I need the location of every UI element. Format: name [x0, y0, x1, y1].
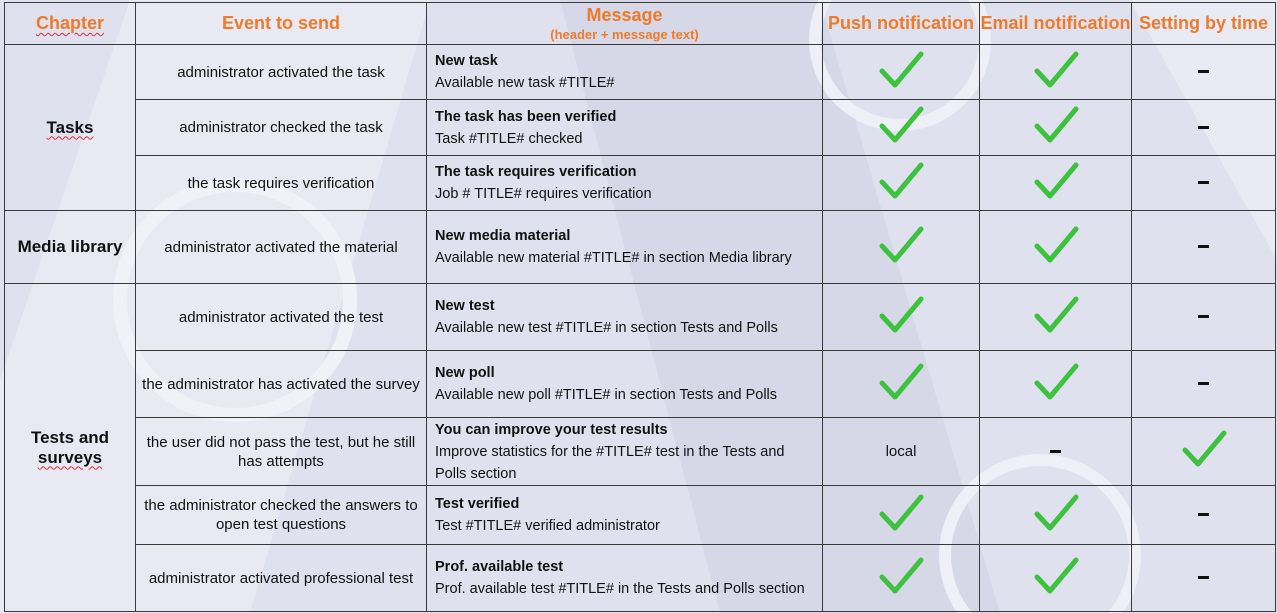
message-cell	[427, 211, 823, 284]
table-row	[5, 156, 1276, 211]
dash-icon	[1198, 315, 1209, 318]
event-cell: administrator checked the task	[136, 100, 427, 156]
message-header: Prof. available test	[435, 559, 564, 575]
event-cell: the user did not pass the test, but he still has attempts	[136, 418, 427, 486]
time-cell	[1132, 418, 1276, 486]
message-header: The task has been verified	[435, 108, 617, 125]
time-cell	[1132, 100, 1276, 156]
email-cell	[980, 486, 1132, 545]
check-icon	[1181, 429, 1227, 469]
email-cell	[980, 284, 1132, 351]
event-cell: administrator activated the material	[136, 211, 427, 284]
email-cell	[980, 156, 1132, 211]
table-row	[5, 45, 1276, 100]
message-cell	[427, 351, 823, 418]
dash-icon	[1198, 126, 1209, 129]
table-row	[5, 284, 1276, 351]
event-cell: administrator activated the test	[136, 284, 427, 351]
email-cell	[980, 351, 1132, 418]
check-icon	[878, 161, 924, 201]
notification-table	[4, 2, 1276, 612]
push-cell	[823, 45, 980, 100]
check-icon	[1033, 493, 1079, 533]
email-cell	[980, 100, 1132, 156]
push-cell	[823, 486, 980, 545]
check-icon	[1033, 295, 1079, 335]
chapter-tests: Tests and surveys	[5, 284, 136, 612]
email-cell	[980, 545, 1132, 612]
table-row	[5, 418, 1276, 486]
check-icon	[878, 362, 924, 402]
check-icon	[878, 225, 924, 265]
push-cell	[823, 284, 980, 351]
message-cell	[427, 156, 823, 211]
push-cell	[823, 100, 980, 156]
message-header: Test verified	[435, 496, 520, 512]
time-cell	[1132, 545, 1276, 612]
table-row	[5, 351, 1276, 418]
push-cell	[823, 545, 980, 612]
check-icon	[1033, 50, 1079, 90]
message-header: New media material	[435, 228, 571, 244]
message-header: New poll	[435, 365, 495, 381]
time-cell	[1132, 211, 1276, 284]
email-cell	[980, 211, 1132, 284]
message-text: Test #TITLE# verified administrator	[435, 518, 660, 534]
check-icon	[1033, 161, 1079, 201]
local-label: local	[885, 442, 917, 460]
push-cell	[823, 418, 980, 486]
dash-icon	[1198, 576, 1209, 579]
dash-icon	[1198, 181, 1209, 184]
message-cell	[427, 418, 823, 486]
check-icon	[878, 493, 924, 533]
message-header: The task requires verification	[435, 164, 637, 180]
chapter-media: Media library	[5, 211, 136, 284]
header-chapter: Chapter	[5, 3, 136, 45]
time-cell	[1132, 156, 1276, 211]
event-cell: administrator activated the task	[136, 45, 427, 100]
time-cell	[1132, 284, 1276, 351]
event-cell: administrator activated professional test	[136, 545, 427, 612]
message-header: New test	[435, 298, 495, 314]
dash-icon	[1050, 450, 1061, 453]
header-email: Email notification	[980, 3, 1132, 45]
message-cell	[427, 284, 823, 351]
table-row	[5, 100, 1276, 156]
message-text: Available new poll #TITLE# in section Tests and Polls	[435, 387, 778, 403]
check-icon	[1033, 556, 1079, 596]
email-cell	[980, 418, 1132, 486]
header-message: Message (header + message text)	[427, 3, 823, 45]
message-cell	[427, 545, 823, 612]
check-icon	[1033, 362, 1079, 402]
message-header: New task	[435, 53, 498, 69]
event-cell: the administrator has activated the survey	[136, 351, 427, 418]
time-cell	[1132, 351, 1276, 418]
message-cell	[427, 45, 823, 100]
check-icon	[878, 556, 924, 596]
table-row	[5, 211, 1276, 284]
message-cell	[427, 486, 823, 545]
header-event: Event to send	[136, 3, 427, 45]
header-time: Setting by time	[1132, 3, 1276, 45]
message-text: Job # TITLE# requires verification	[435, 186, 652, 202]
push-cell	[823, 211, 980, 284]
dash-icon	[1198, 70, 1209, 73]
message-header: You can improve your test results	[435, 421, 668, 438]
event-cell: the task requires verification	[136, 156, 427, 211]
message-text: Prof. available test #TITLE# in the Tests and Polls section	[435, 581, 805, 597]
dash-icon	[1198, 382, 1209, 385]
header-push: Push notification	[823, 3, 980, 45]
message-text: Available new task #TITLE#	[435, 75, 615, 91]
message-text: Task #TITLE# checked	[435, 130, 583, 147]
table-row	[5, 486, 1276, 545]
time-cell	[1132, 45, 1276, 100]
message-text: Available new test #TITLE# in section Tests and Polls	[435, 320, 778, 336]
check-icon	[878, 50, 924, 90]
message-text: Available new material #TITLE# in section Media library	[435, 250, 792, 266]
check-icon	[1033, 225, 1079, 265]
check-icon	[1033, 105, 1079, 145]
check-icon	[878, 295, 924, 335]
message-cell	[427, 100, 823, 156]
message-text: Improve statistics for the #TITLE# test in the Tests and Polls section	[435, 443, 785, 482]
chapter-tasks: Tasks	[5, 45, 136, 211]
email-cell	[980, 45, 1132, 100]
dash-icon	[1198, 245, 1209, 248]
dash-icon	[1198, 513, 1209, 516]
push-cell	[823, 351, 980, 418]
header-message-sub: (header + message text)	[550, 27, 699, 42]
header-row	[5, 3, 1276, 45]
table-row	[5, 545, 1276, 612]
push-cell	[823, 156, 980, 211]
time-cell	[1132, 486, 1276, 545]
event-cell: the administrator checked the answers to open test questions	[136, 486, 427, 545]
check-icon	[878, 105, 924, 145]
